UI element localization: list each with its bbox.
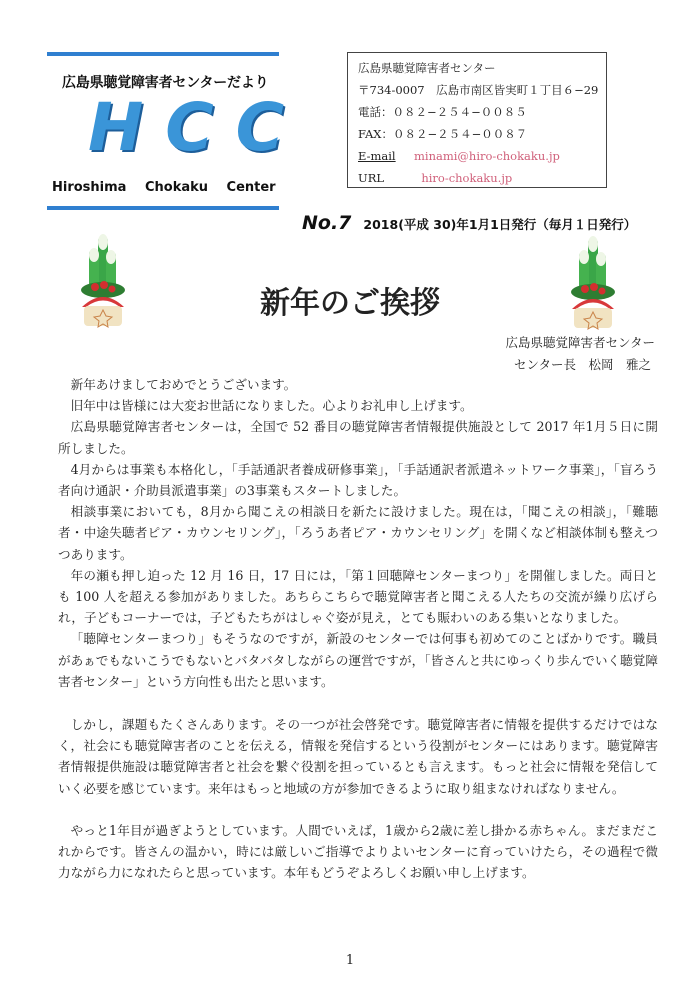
masthead-subtitle-en: Hiroshima Chokaku Center — [52, 180, 276, 195]
article-signature — [505, 332, 655, 376]
paragraph: 4月からは事業も本格化し，「手話通訳者養成研修事業」，「手話通訳者派遣ネットワーク事業」，「盲ろう者向け通訳・介助員派遣事業」の3事業もスタートしました。 — [58, 461, 658, 499]
paragraph: 新年あけましておめでとうございます。 — [70, 377, 297, 392]
paragraph: しかし，課題もたくさんあります。その一つが社会啓発です。聴覚障害者に情報を提供するだけではなく，社会にも聴覚障害者のことを伝える，情報を発信するという役割がセンターにはあります。聴覚障害者情報提供施設は聴覚障害者と社会を繋ぐ役割を担っているとも言えます。もっと社会に情報を発信していく必要を感じています。来年はもっと地域の方が参加できるように取り組まなければなりません。 — [58, 717, 658, 796]
contact-org: 広島県聴覚障害者センター — [358, 61, 496, 75]
contact-tel: 電話：０８２−２５４−００８５ — [358, 105, 527, 119]
paragraph: 年の瀬も押し迫った 12 月 16 日，17 日には，「第１回聴障センターまつり」を開催しました。両日とも 100 人を超える参加がありました。あちらこちらで聴覚障害者と聞こえる人たちの交流が繰り広げられ，子どもコーナーでは，子どもたちがはしゃぐ姿が見え，とても賑わいのある集いとなりました。 — [58, 567, 658, 626]
masthead-rule-bottom — [47, 206, 279, 210]
contact-address: 〒734-0007 広島市南区皆実町１丁目６−29 — [358, 83, 599, 97]
issue-date: 2018(平成 30)年1月1日発行（毎月１日発行） — [363, 217, 637, 232]
masthead-rule-top — [47, 52, 279, 56]
author-org: 広島県聴覚障害者センター — [505, 335, 655, 350]
paragraph: 広島県聴覚障害者センターは，全国で 52 番目の聴覚障害者情報提供施設として 2017 年1月５日に開所しました。 — [58, 419, 658, 456]
url-link[interactable]: hiro-chokaku.jp — [421, 171, 513, 185]
email-link[interactable]: minami@hiro-chokaku.jp — [414, 149, 560, 163]
contact-box — [347, 52, 607, 188]
issue-number: No.7 — [302, 212, 352, 234]
contact-email: E-mail minami@hiro-chokaku.jp — [358, 149, 560, 163]
issue-line — [302, 212, 636, 234]
author-name: センター長 松岡 雅之 — [513, 357, 651, 372]
masthead-logo: HCC — [88, 89, 307, 166]
contact-url: URL hiro-chokaku.jp — [358, 171, 513, 185]
paragraph: 「聴障センターまつり」もそうなのですが，新設のセンターでは何事も初めてのことばかりです。職員があぁでもないこうでもないとバタバタしながらの運営ですが，「皆さんと共にゆっくり歩んでいく聴覚障害者センター」という方向性も出たと思います。 — [58, 631, 658, 689]
masthead-subtitle-jp: 広島県聴覚障害者センターだより — [62, 75, 269, 91]
article-title: 新年のご挨拶 — [260, 286, 440, 321]
paragraph: 相談事業においても，8月から聞こえの相談日を新たに設けました。現在は，「聞こえの相談」，「難聴者・中途失聴者ピア・カウンセリング」，「ろうあ者ピア・カウンセリング」を開くなど相談体制も整えつつあります。 — [58, 504, 658, 562]
paragraph: やっと1年目が過ぎようとしています。人間でいえば，1歳から2歳に差し掛かる赤ちゃん。まだまだこれからです。皆さんの温かい，時には厳しいご指導でよりよいセンターに育っていけたら，その過程で微力ながら力になれたらと思っています。本年もどうぞよろしくお願い申し上げます。 — [58, 822, 658, 881]
paragraph: 旧年中は皆様には大変お世話になりました。心よりお礼申し上げます。 — [70, 398, 473, 414]
article-body — [58, 374, 658, 883]
page-number: 1 — [345, 953, 355, 968]
contact-fax: FAX：０８２−２５４−００８７ — [358, 127, 528, 141]
